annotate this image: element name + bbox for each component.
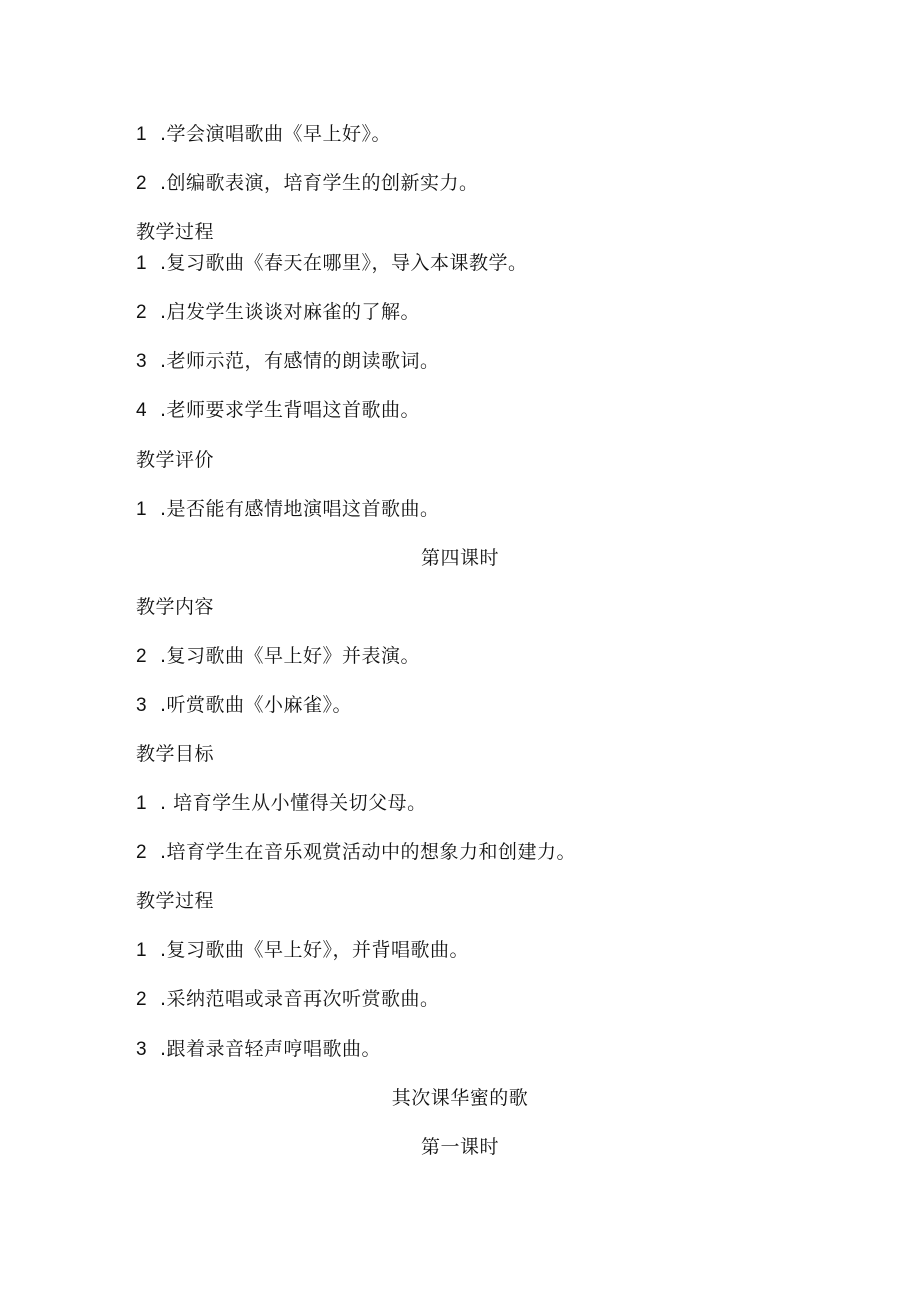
item-number: 2 <box>136 842 148 863</box>
section-heading: 教学评价 <box>136 449 215 471</box>
item-text: .学会演唱歌曲《早上好》。 <box>160 123 392 145</box>
list-item <box>136 643 420 670</box>
list-item <box>136 790 427 817</box>
section-heading: 教学内容 <box>136 596 215 618</box>
item-number: 2 <box>136 173 148 194</box>
list-item <box>136 937 469 964</box>
section-heading: 教学过程 <box>136 221 215 243</box>
list-item <box>136 299 420 326</box>
item-text: .老师示范，有感情的朗读歌词。 <box>160 350 440 372</box>
item-number: 1 <box>136 124 148 145</box>
item-text: .培育学生在音乐观赏活动中的想象力和创建力。 <box>160 841 577 863</box>
list-item <box>136 170 479 197</box>
list-item <box>136 250 528 277</box>
item-text: .采纳范唱或录音再次听赏歌曲。 <box>160 988 440 1010</box>
item-text: . 培育学生从小懂得关切父母。 <box>160 792 427 814</box>
item-number: 2 <box>136 646 148 667</box>
item-number: 1 <box>136 253 148 274</box>
section-heading: 教学目标 <box>136 743 215 765</box>
item-number: 3 <box>136 1039 148 1060</box>
item-number: 1 <box>136 499 148 520</box>
item-number: 2 <box>136 989 148 1010</box>
item-number: 2 <box>136 302 148 323</box>
item-number: 3 <box>136 695 148 716</box>
item-text: .复习歌曲《早上好》并表演。 <box>160 645 421 667</box>
item-text: .创编歌表演，培育学生的创新实力。 <box>160 172 479 194</box>
list-item <box>136 1036 381 1063</box>
item-text: .跟着录音轻声哼唱歌曲。 <box>160 1038 382 1060</box>
item-number: 3 <box>136 351 148 372</box>
item-text: .老师要求学生背唱这首歌曲。 <box>160 399 421 421</box>
list-item <box>136 397 420 424</box>
lesson-title: 第四课时 <box>420 547 499 569</box>
list-item <box>136 692 352 719</box>
item-number: 4 <box>136 400 148 421</box>
item-text: .启发学生谈谈对麻雀的了解。 <box>160 301 421 323</box>
list-item <box>136 986 440 1013</box>
list-item <box>136 348 440 375</box>
item-text: .复习歌曲《早上好》，并背唱歌曲。 <box>160 939 470 961</box>
item-number: 1 <box>136 793 148 814</box>
item-text: .听赏歌曲《小麻雀》。 <box>160 694 353 716</box>
chapter-title: 其次课华蜜的歌 <box>391 1087 529 1109</box>
list-item <box>136 839 576 866</box>
item-text: .复习歌曲《春天在哪里》，导入本课教学。 <box>160 252 528 274</box>
item-text: .是否能有感情地演唱这首歌曲。 <box>160 498 440 520</box>
item-number: 1 <box>136 940 148 961</box>
section-heading: 教学过程 <box>136 890 215 912</box>
list-item <box>136 496 440 523</box>
lesson-title: 第一课时 <box>420 1136 499 1158</box>
list-item <box>136 121 391 148</box>
